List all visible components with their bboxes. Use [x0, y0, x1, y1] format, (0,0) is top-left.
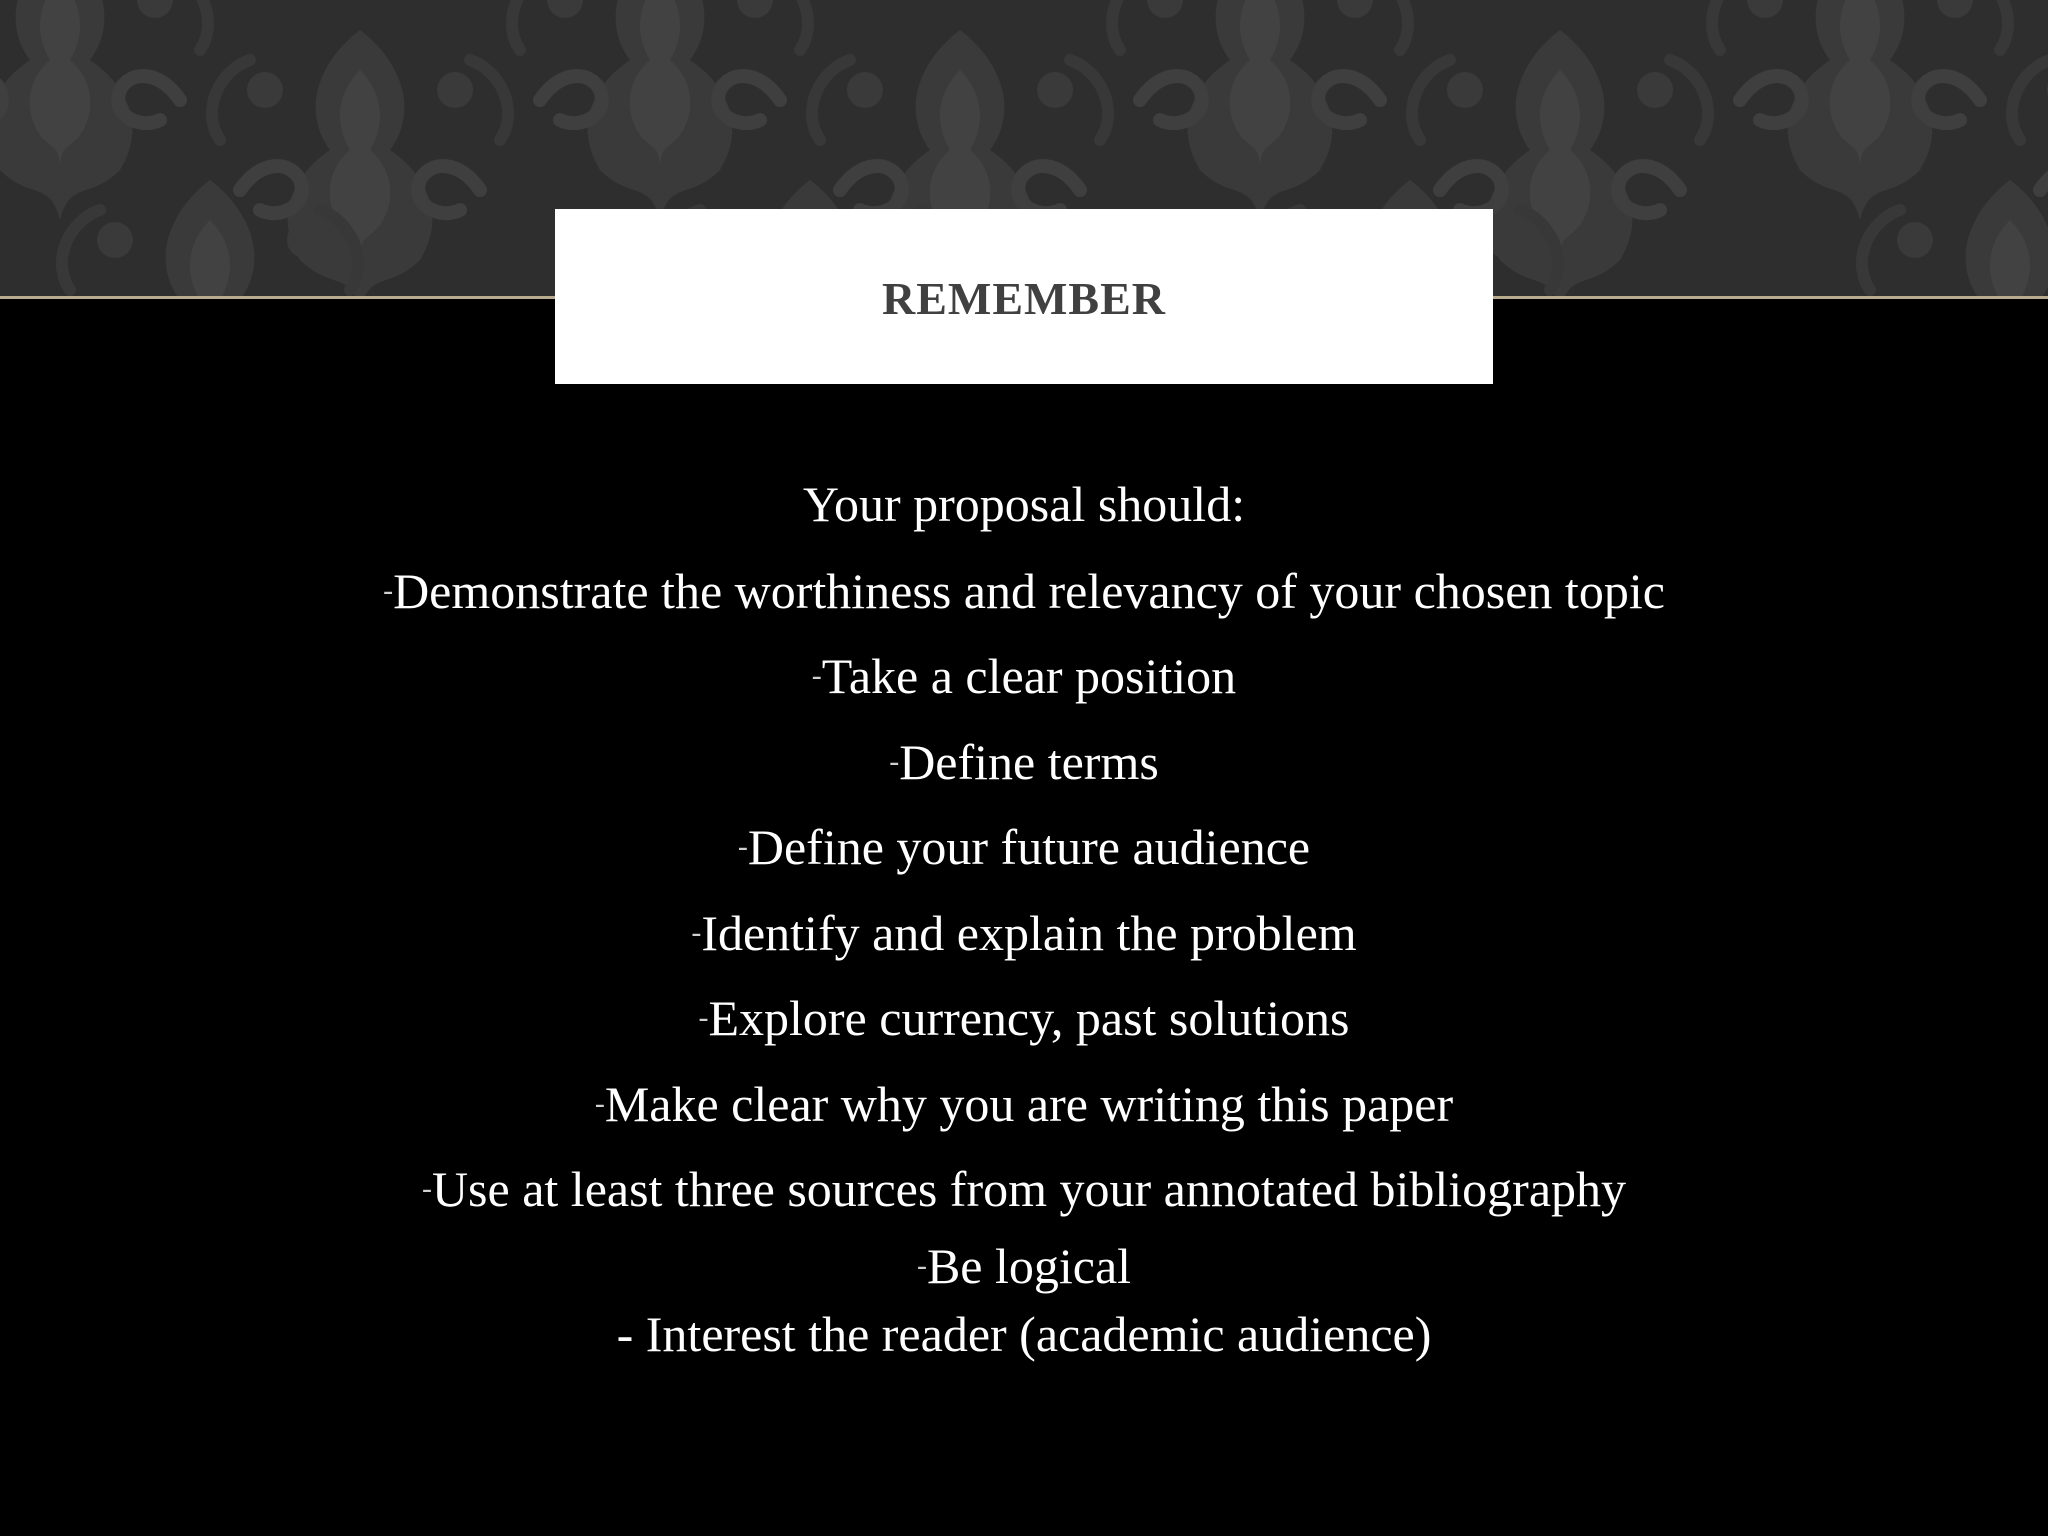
- title-box: [555, 209, 1493, 384]
- dash-marker: -: [383, 573, 394, 607]
- bullet-text: Use at least three sources from your annotated bibliography: [431, 1161, 1627, 1217]
- intro-line: Your proposal should:: [802, 476, 1246, 532]
- dash-marker: -: [691, 915, 702, 949]
- bullet-text: Define terms: [899, 733, 1159, 790]
- bullet-item: [0, 804, 2048, 890]
- bullet-text: Explore currency, past solutions: [708, 990, 1350, 1046]
- bullet-item: [0, 719, 2048, 805]
- bullet-text: Be logical: [926, 1237, 1132, 1294]
- bullet-text: Demonstrate the worthiness and relevancy of your chosen topic: [393, 562, 1665, 619]
- slide-title: REMEMBER: [882, 273, 1166, 324]
- dash-marker: -: [811, 659, 822, 692]
- bullet-text: Define your future audience: [747, 819, 1311, 875]
- bullet-item: [0, 1061, 2048, 1147]
- dash-marker: -: [421, 1172, 432, 1205]
- bullet-item: [0, 633, 2048, 719]
- bullet-item: [0, 1146, 2048, 1232]
- dash-marker: -: [698, 1001, 709, 1034]
- bullet-item: [0, 975, 2048, 1061]
- bullet-text: Make clear why you are writing this paper: [604, 1075, 1454, 1132]
- bullet-text: Identify and explain the problem: [701, 904, 1357, 961]
- dash-marker: -: [737, 830, 748, 863]
- body-text-block: [0, 462, 2048, 1368]
- bullet-item: [0, 890, 2048, 976]
- last-bullet-item: - Interest the reader (academic audience): [616, 1305, 1432, 1362]
- bullet-item: [0, 1232, 2048, 1300]
- dash-marker: -: [916, 1248, 927, 1282]
- dash-marker: -: [594, 1086, 605, 1120]
- bullet-text: Take a clear position: [821, 648, 1237, 704]
- bullet-item: [0, 548, 2048, 634]
- dash-marker: -: [889, 744, 900, 778]
